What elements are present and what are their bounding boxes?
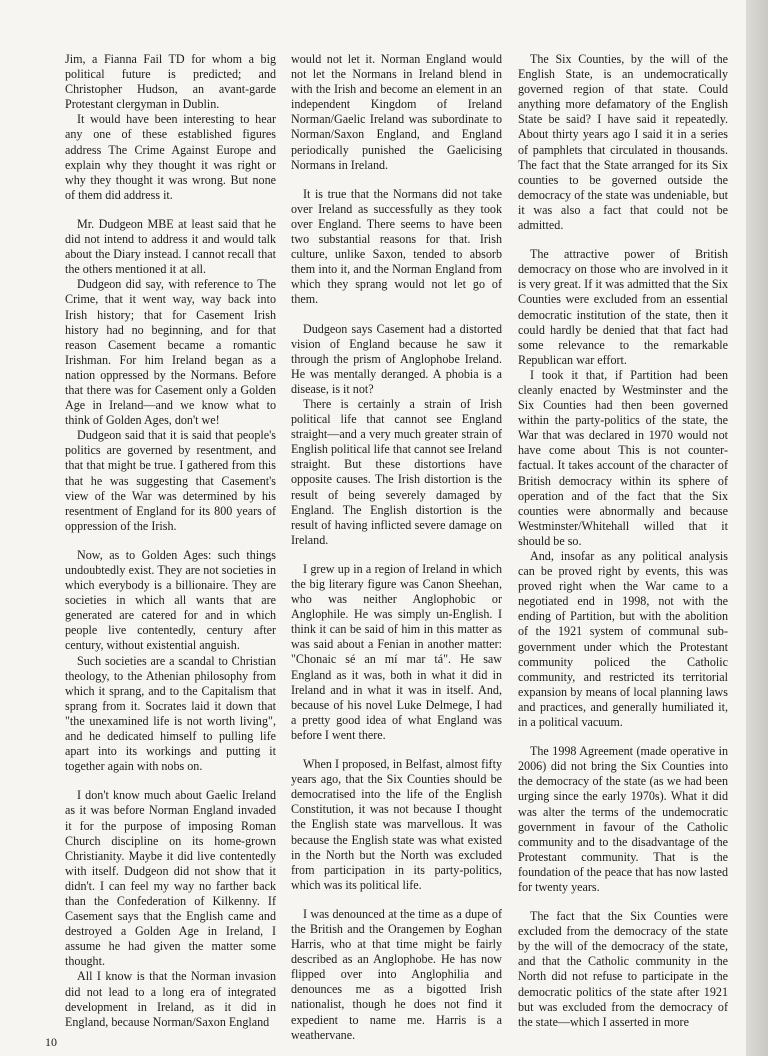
paragraph: I took it that, if Partition had been cleanly enacted by Westminster and the Six Counties had then been governed within the party-politics of the state, the War that was declared in 1970 would not have come about This is not counter-factual. It takes account of the character of British democracy within its sphere of operation and of the fact that the Six counties were abnormally and because Westminster/Whitehall willed that it should be so.	[518, 367, 728, 548]
paragraph: There is certainly a strain of Irish political life that cannot see England straight—and a very much greater strain of English political life that cannot see Ireland straight. But these distortions have opposite causes. The Irish distortion is the result of being severely damaged by England. The English distortion is the result of having inflicted severe damage on Ireland.	[291, 396, 502, 547]
page-number: 10	[45, 1035, 57, 1049]
paragraph: All I know is that the Norman invasion did not lead to a long era of integrated development in Ireland, as it did in England, because Norman/Saxon England	[65, 969, 276, 1029]
paragraph: Dudgeon did say, with reference to The Crime, that it went way, way back into Irish history; that for Casement Irish history had no beginning, and for that reason Casement became a romantic Irishman. For him Ireland began as a nation oppressed by the Normans. Before that there was for Casement only a Golden Age in Ireland—and we know what to think of Golden Ages, don't we!	[65, 277, 276, 428]
paragraph: Jim, a Fianna Fail TD for whom a big political future is predicted; and Christopher Hudson, an avant-garde Protestant clergyman in Dublin.	[65, 52, 276, 112]
paragraph: Now, as to Golden Ages: such things undoubtedly exist. They are not societies in which everybody is a billionaire. They are societies in which all wants that are generated are catered for and in which people live contentedly, century after century, without existential anguish.	[65, 547, 276, 653]
paragraph: It is true that the Normans did not take over Ireland as successfully as they took over England. There seems to have been two substantial reasons for that. Irish culture, unlike Saxon, tended to absorb them into it, and the Norman England from which they sprang would not let go of them.	[291, 186, 502, 307]
paragraph: Dudgeon says Casement had a distorted vision of England because he saw it through the prism of Anglophobe Ireland. He was mentally deranged. A phobia is a disease, is it not?	[291, 321, 502, 396]
page-edge-shadow	[746, 0, 768, 1056]
paragraph: And, insofar as any political analysis can be proved right by events, this was proved right when the War came to a negotiated end in 1998, not with the ending of Partition, but with the abolition of the 1921 system of communal sub-government under which the Protestant community policed the Catholic community, and restricted its territorial expansion by means of local planning laws and practices, and generally humiliated it, in a political vacuum.	[518, 549, 728, 730]
paragraph: When I proposed, in Belfast, almost fifty years ago, that the Six Counties should be democratised into the life of the English Constitution, it was not because I thought the English state was marvellous. It was because the English state was what existed in the North but the North was excluded from participation in its party-politics, which was its political life.	[291, 757, 502, 892]
text-column-3	[518, 52, 728, 1030]
paragraph: Such societies are a scandal to Christian theology, to the Athenian philosophy from which it sprang, and to the Capitalism that sprang from it. Socrates laid it down that "the unexamined life is not worth living", and he dedicated himself to pulling life apart into its workings and putting it together again with nobs on.	[65, 653, 276, 774]
paragraph: I was denounced at the time as a dupe of the British and the Orangemen by Eoghan Harris, who at that time might be fairly described as an Anglophobe. He has now flipped over into Anglophilia and denounces me as a bigotted Irish nationalist, though he does not find it expedient to name me. Harris is a weathervane.	[291, 906, 502, 1042]
paragraph: I grew up in a region of Ireland in which the big literary figure was Canon Sheehan, who was neither Anglophobic or Anglophile. He was simply un-English. I think it can be said of him in this matter as was said about a Fenian in another matter: "Chonaic sé an mí mar tá". He saw England as it was, both in what it did in Ireland and in what it was in itself. And, because of his novel Luke Delmege, I had a pretty good idea of what England was before I went there.	[291, 561, 502, 742]
paragraph: The attractive power of British democracy on those who are involved in it is very great. If it was admitted that the Six Counties were excluded from an essential democratic institution of the state, then it could hardly be denied that that fact had some relevance to the remarkable Republican war effort.	[518, 247, 728, 367]
paragraph: Mr. Dudgeon MBE at least said that he did not intend to address it and would talk about the Diary instead. I cannot recall that the others mentioned it at all.	[65, 216, 276, 277]
paragraph: Dudgeon said that it is said that people's politics are governed by resentment, and that that might be true. I gathered from this that he was suggesting that Casement's view of the War was determined by his resentment of England for its 800 years of oppression of the Irish.	[65, 428, 276, 533]
paragraph: The Six Counties, by the will of the English State, is an undemocratically governed region of that state. Could anything more defamatory of the English State be said? I have said it repeatedly. About thirty years ago I said it in a series of pamphlets that circulated in thousands. The fact that the State arranged for its Six counties to be governed outside the democracy of the state was undeniable, but it was also a fact that could not be admitted.	[518, 52, 728, 233]
paragraph: would not let it. Norman England would not let the Normans in Ireland blend in with the Irish and become an element in an independent Kingdom of Ireland Norman/Gaelic Ireland was subordinate to Norman/Saxon England, and England periodically punished the Gaelicising Normans in Ireland.	[291, 52, 502, 172]
paragraph: The fact that the Six Counties were excluded from the democracy of the state by the will of the democracy of the state, and that the Catholic community in the North did not refuse to participate in the democratic politics of the state after 1921 but was excluded from the democracy of the state—which I asserted in more	[518, 909, 728, 1029]
paragraph: The 1998 Agreement (made operative in 2006) did not bring the Six Counties into the democracy of the state (as we had been urging since the early 1970s). What it did was alter the terms of the undemocratic government in favour of the Catholic community and to the disadvantage of the Protestant community. That is the foundation of the peace that has now lasted for twenty years.	[518, 744, 728, 894]
paragraph: I don't know much about Gaelic Ireland as it was before Norman England invaded it for the purpose of imposing Roman Church discipline on its home-grown Christianity. Maybe it did live contentedly with itself. Dudgeon did not show that it didn't. I can feel my way no farther back than the Confederation of Kilkenny. If Casement says that the English came and destroyed a Golden Age in Ireland, I assume he had given the matter some thought.	[65, 788, 276, 969]
paragraph: It would have been interesting to hear any one of these established figures address The Crime Against Europe and explain why they thought it was right or why they thought it was wrong. But none of them did address it.	[65, 112, 276, 202]
text-column-2	[291, 52, 502, 1043]
text-column-1	[65, 52, 276, 1030]
